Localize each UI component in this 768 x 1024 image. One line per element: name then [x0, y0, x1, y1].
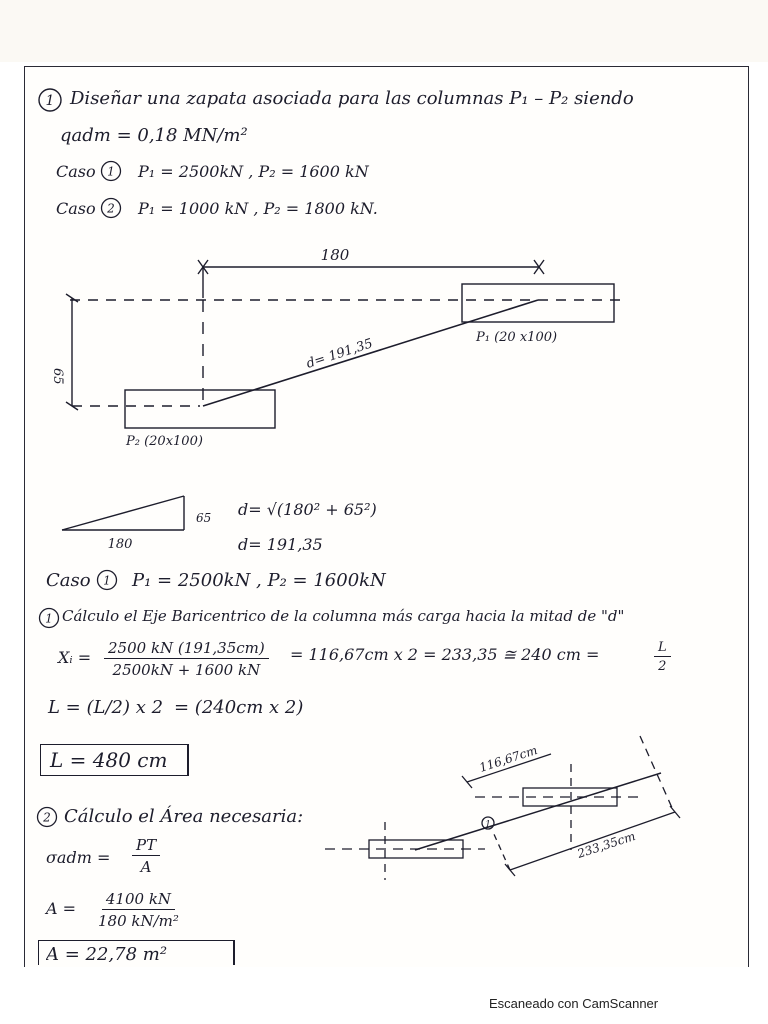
problem-number: 1	[45, 93, 55, 109]
scan-background	[0, 0, 768, 62]
sigma-numerator: PT	[132, 836, 160, 856]
p2-label: P₂ (20x100)	[126, 434, 203, 449]
svg-text:2: 2	[43, 810, 51, 825]
caso2-intro-label: Caso	[56, 199, 96, 218]
l-result: L = 480 cm	[50, 748, 168, 772]
l-equation-rhs: = (240cm x 2)	[174, 697, 304, 718]
l-equation-lhs: L = (L/2) x 2	[48, 697, 164, 718]
caso1-intro-label: Caso	[56, 162, 96, 181]
sketch-dim-lower: 233,35cm	[575, 828, 638, 861]
a-label: A =	[46, 899, 77, 918]
triangle-result: d= 191,35	[238, 535, 323, 554]
sigma-fraction	[132, 836, 160, 876]
footing-sketch-diagram	[325, 730, 725, 890]
area-result: A = 22,78 m²	[46, 944, 168, 962]
step1-title: Cálculo el Eje Baricentrico de la columna más carga hacia la mitad de "d"	[62, 607, 625, 625]
column-p2-rect	[125, 390, 275, 428]
sketch-dim-upper: 116,67cm	[477, 742, 540, 775]
problem-number-circle	[38, 88, 64, 114]
caso1-intro-circle	[100, 160, 124, 184]
l-half-den: 2	[658, 659, 667, 674]
caso2-intro-circle	[100, 197, 124, 221]
caso1-header-circle	[96, 569, 120, 593]
caso1-header-label: Caso	[46, 570, 91, 591]
triangle-base-label: 180	[107, 537, 133, 552]
scanner-watermark: Escaneado con CamScanner	[489, 996, 659, 1011]
sketch-marker-label: 1	[485, 820, 491, 830]
xi-label: Xᵢ =	[58, 648, 92, 667]
column-layout-diagram	[40, 240, 640, 450]
a-denominator: 180 kN/m²	[98, 912, 179, 930]
xi-fraction	[104, 639, 269, 679]
qadm-line: qadm = 0,18 MN/m²	[60, 125, 248, 146]
xi-result: = 116,67cm x 2 = 233,35 ≅ 240 cm =	[290, 645, 600, 664]
triangle-diagram	[58, 490, 228, 552]
sigma-denominator: A	[140, 858, 152, 876]
diagonal-label: d= 191,35	[304, 336, 375, 372]
triangle-formula: d= √(180² + 65²)	[238, 500, 377, 519]
step2-title: Cálculo el Área necesaria:	[64, 806, 304, 827]
l-half-num: L	[654, 640, 671, 657]
triangle-height-label: 65	[196, 511, 212, 525]
caso2-intro-values: P₁ = 1000 kN , P₂ = 1800 kN.	[138, 199, 378, 218]
caso1-intro-values: P₁ = 2500kN , P₂ = 1600 kN	[138, 162, 369, 181]
svg-text:1: 1	[103, 573, 111, 588]
p1-label: P₁ (20 x100)	[476, 330, 558, 345]
svg-text:2: 2	[107, 201, 115, 216]
svg-text:1: 1	[45, 611, 53, 626]
sigma-label: σadm =	[46, 848, 111, 867]
caso1-header-values: P₁ = 2500kN , P₂ = 1600kN	[132, 570, 386, 591]
step1-circle	[38, 607, 62, 631]
xi-denominator: 2500kN + 1600 kN	[112, 661, 261, 679]
a-numerator: 4100 kN	[102, 890, 175, 910]
diagonal-d	[203, 300, 538, 406]
svg-text:1: 1	[107, 164, 115, 179]
horizontal-dim-label: 180	[320, 246, 350, 264]
l-half-fraction	[654, 640, 671, 674]
problem-statement: Diseñar una zapata asociada para las columnas P₁ – P₂ siendo	[70, 88, 634, 109]
vertical-dim-label: 65	[50, 368, 65, 385]
a-fraction	[98, 890, 179, 930]
step2-circle	[36, 806, 60, 830]
xi-numerator: 2500 kN (191,35cm)	[104, 639, 269, 659]
